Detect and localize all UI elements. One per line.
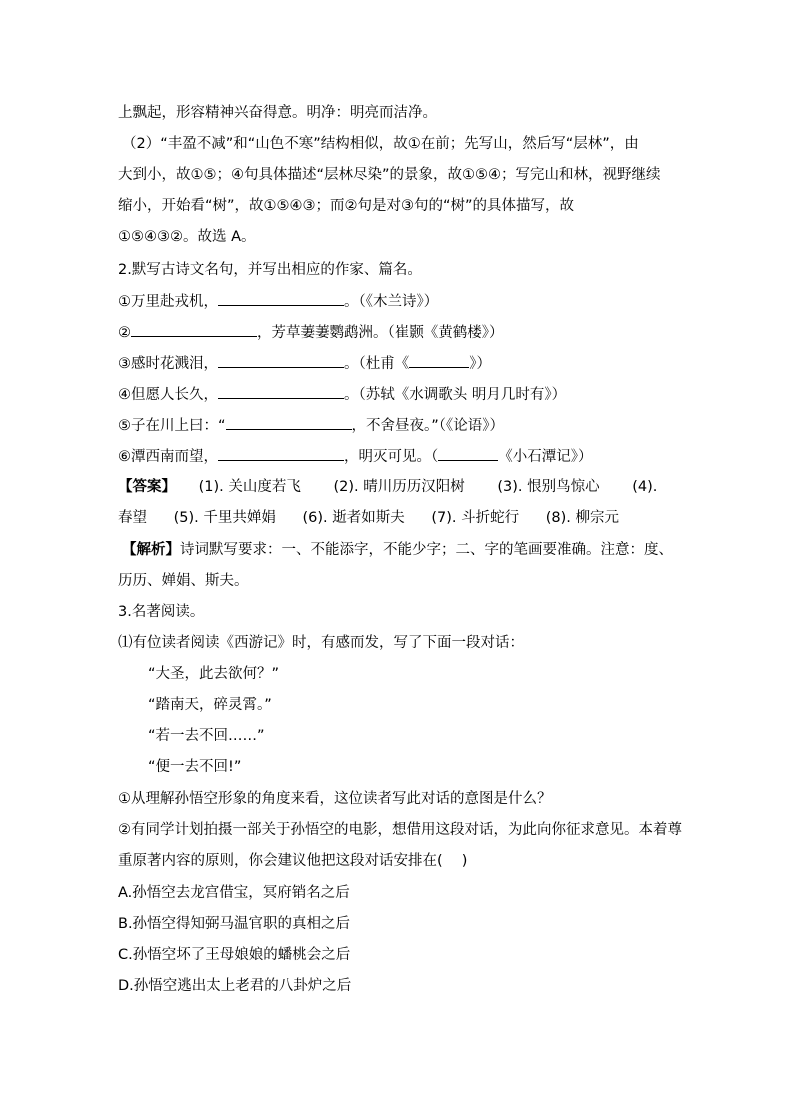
sub-question-1: ①从理解孙悟空形象的角度来看，这位读者写此对话的意图是什么？ bbox=[118, 791, 552, 807]
question-2-title: 2.默写古诗文名句，并写出相应的作家、篇名。 bbox=[118, 262, 422, 278]
text-line: 缩小，开始看“树”，故①⑤④③；而②句是对③句的“树”的具体描写，故 bbox=[118, 198, 575, 214]
answer-item: (5). 千里共婵娟 bbox=[173, 510, 276, 526]
fill-text: 》） bbox=[469, 356, 491, 372]
fill-item-4 bbox=[118, 384, 566, 404]
answer-line bbox=[118, 478, 657, 496]
fill-text: ⑥潭西南而望， bbox=[118, 449, 218, 465]
dialogue-line: “大圣，此去欲何？” bbox=[148, 666, 280, 682]
fill-item-5 bbox=[118, 415, 504, 435]
blank-line bbox=[218, 446, 344, 461]
question-3-title: 3.名著阅读。 bbox=[118, 604, 205, 620]
sub-question-2-cont: 重原著内容的原则，你会建议他把这段对话安排在( ) bbox=[118, 853, 468, 869]
option-c: C.孙悟空坏了王母娘娘的蟠桃会之后 bbox=[118, 947, 351, 963]
fill-text: 。（《木兰诗》） bbox=[344, 294, 439, 310]
answer-item: (1). 关山度若飞 bbox=[198, 479, 301, 495]
fill-item-3 bbox=[118, 353, 491, 373]
fill-text: ② bbox=[118, 325, 131, 341]
text-line: ①⑤④③②。故选 A。 bbox=[118, 229, 256, 245]
dialogue-line: “若一去不回……” bbox=[148, 728, 265, 744]
blank-line bbox=[438, 446, 498, 461]
fill-text: 。（苏轼《水调歌头 明月几时有》） bbox=[344, 387, 567, 403]
blank-line bbox=[131, 322, 257, 337]
analysis-line bbox=[122, 541, 673, 559]
fill-item-6 bbox=[118, 446, 593, 466]
analysis-text: 诗词默写要求：一、不能添字，不能少字；二、字的笔画要准确。注意：度、 bbox=[180, 542, 673, 558]
text-line: 大到小，故①⑤；④句具体描述“层林尽染”的景象，故①⑤④；写完山和林，视野继续 bbox=[118, 167, 661, 183]
fill-text: ③感时花溅泪， bbox=[118, 356, 218, 372]
blank-line bbox=[218, 291, 344, 306]
fill-item-2 bbox=[118, 322, 504, 342]
fill-item-1 bbox=[118, 291, 438, 311]
dialogue-line: “踏南天，碎灵霄。” bbox=[148, 697, 272, 713]
analysis-line: 历历、婵娟、斯夫。 bbox=[118, 573, 249, 589]
blank-line bbox=[409, 353, 469, 368]
dialogue-line: “便一去不回!” bbox=[148, 759, 242, 775]
answer-item: 春望 bbox=[118, 510, 147, 526]
option-b: B.孙悟空得知弼马温官职的真相之后 bbox=[118, 916, 351, 932]
sub-question-2: ②有同学计划拍摄一部关于孙悟空的电影，想借用这段对话，为此向你征求意见。本着尊 bbox=[118, 822, 682, 838]
answer-item: (4). bbox=[632, 479, 658, 495]
blank-line bbox=[226, 415, 352, 430]
fill-text: ①万里赴戎机， bbox=[118, 294, 218, 310]
fill-text: ⑤子在川上曰：“ bbox=[118, 418, 226, 434]
option-d: D.孙悟空逃出太上老君的八卦炉之后 bbox=[118, 978, 352, 994]
blank-line bbox=[218, 353, 344, 368]
answer-item: (2). 晴川历历汉阳树 bbox=[333, 479, 465, 495]
fill-text: ，不舍昼夜。”（《论语》） bbox=[351, 418, 505, 434]
answer-item: (7). 斗折蛇行 bbox=[431, 510, 520, 526]
fill-text: 。（杜甫《 bbox=[344, 356, 410, 372]
text-line: 上飘起，形容精神兴奋得意。明净：明亮而洁净。 bbox=[118, 105, 437, 121]
answer-line bbox=[118, 509, 619, 527]
fill-text: ，明灭可见。（ bbox=[344, 449, 439, 465]
fill-text: 《小石潭记》） bbox=[498, 449, 593, 465]
answer-label: 【答案】 bbox=[118, 479, 176, 495]
text-line: （2）“丰盈不减”和“山色不寒”结构相似，故①在前；先写山，然后写“层林”，由 bbox=[122, 136, 639, 152]
answer-item: (3). 恨别鸟惊心 bbox=[497, 479, 600, 495]
fill-text: ，芳草萋萋鹦鹉洲。（崔颢《黄鹤楼》） bbox=[257, 325, 504, 341]
blank-line bbox=[218, 384, 344, 399]
fill-text: ④但愿人长久， bbox=[118, 387, 218, 403]
answer-item: (8). 柳宗元 bbox=[545, 510, 619, 526]
analysis-label: 【解析】 bbox=[122, 542, 180, 558]
reading-prompt: ⑴有位读者阅读《西游记》时，有感而发，写了下面一段对话： bbox=[118, 635, 524, 651]
option-a: A.孙悟空去龙宫借宝，冥府销名之后 bbox=[118, 885, 350, 901]
answer-item: (6). 逝者如斯夫 bbox=[302, 510, 405, 526]
